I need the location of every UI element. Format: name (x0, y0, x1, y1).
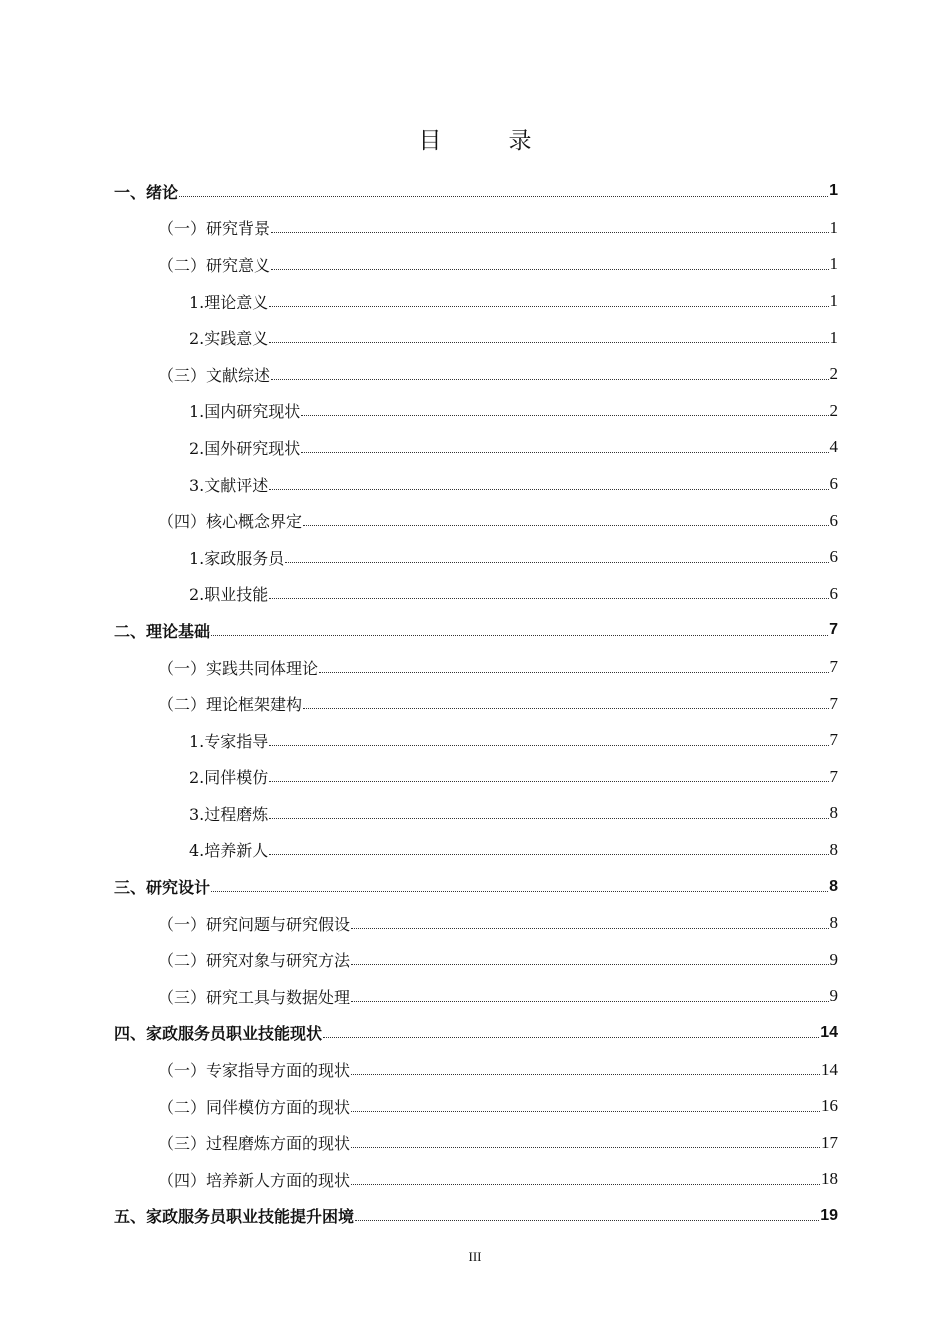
toc-entry[interactable] (114, 1161, 838, 1198)
toc-entry-page: 7 (829, 657, 838, 677)
toc-entry-label: 一、绪论 (114, 182, 179, 202)
toc-entry-label: 4.培养新人 (189, 841, 269, 861)
toc-entry[interactable] (114, 1051, 838, 1088)
toc-entry[interactable] (114, 649, 838, 686)
toc-entry[interactable] (114, 612, 838, 649)
dot-leader (269, 854, 828, 855)
dot-leader (351, 1111, 820, 1112)
dot-leader (301, 415, 828, 416)
toc-entry-label: 3.过程磨炼 (189, 804, 269, 824)
toc-entry[interactable] (114, 1124, 838, 1161)
dot-leader (271, 232, 828, 233)
dot-leader (351, 1001, 828, 1002)
toc-entry[interactable] (114, 356, 838, 393)
toc-entry-page: 8 (829, 877, 838, 895)
dot-leader (269, 306, 828, 307)
dot-leader (351, 964, 828, 965)
toc-entry-page: 1 (829, 327, 838, 347)
dot-leader (271, 269, 828, 270)
toc-entry[interactable] (114, 1015, 838, 1052)
toc-entry[interactable] (114, 722, 838, 759)
toc-entry-label: 1.家政服务员 (189, 548, 285, 568)
toc-entry-page: 1 (829, 291, 838, 311)
toc-entry-page: 7 (829, 693, 838, 713)
toc-entry-label: 1.国内研究现状 (189, 402, 301, 422)
toc-entry-label: 2.同伴模仿 (189, 768, 269, 788)
dot-leader (351, 1074, 820, 1075)
toc-entry-label: （一）研究问题与研究假设 (158, 914, 351, 934)
dot-leader (211, 635, 828, 636)
toc-entry-page: 2 (829, 400, 838, 420)
dot-leader (269, 781, 828, 782)
toc-entry[interactable] (114, 210, 838, 247)
toc-entry-label: 二、理论基础 (114, 621, 211, 641)
toc-entry-label: （二）理论框架建构 (158, 695, 303, 715)
dot-leader (351, 1147, 820, 1148)
toc-entry[interactable] (114, 759, 838, 796)
toc-entry-label: 2.职业技能 (189, 585, 269, 605)
toc-entry-label: （三）过程磨炼方面的现状 (158, 1134, 351, 1154)
toc-entry[interactable] (114, 429, 838, 466)
toc-entry-label: （一）专家指导方面的现状 (158, 1061, 351, 1081)
dot-leader (301, 452, 828, 453)
toc-entry-label: （二）同伴模仿方面的现状 (158, 1097, 351, 1117)
toc-entry-page: 8 (829, 839, 838, 859)
dot-leader (269, 489, 828, 490)
toc-entry-label: 四、家政服务员职业技能现状 (114, 1024, 323, 1044)
dot-leader (285, 562, 828, 563)
toc-entry-label: 2.实践意义 (189, 329, 269, 349)
toc-entry-page: 6 (829, 474, 838, 494)
dot-leader (179, 196, 828, 197)
toc-entry[interactable] (114, 1198, 838, 1235)
toc-entry[interactable] (114, 393, 838, 430)
toc-entry[interactable] (114, 173, 838, 210)
toc-entry-label: （三）研究工具与数据处理 (158, 987, 351, 1007)
dot-leader (269, 745, 828, 746)
toc-entry[interactable] (114, 502, 838, 539)
toc-entry[interactable] (114, 868, 838, 905)
toc-entry-label: 2.国外研究现状 (189, 438, 301, 458)
toc-entry-page: 14 (820, 1023, 838, 1041)
toc-entry[interactable] (114, 576, 838, 613)
dot-leader (303, 525, 828, 526)
toc-entry-page: 8 (829, 913, 838, 933)
toc-entry[interactable] (114, 246, 838, 283)
toc-entry[interactable] (114, 1088, 838, 1125)
toc-entry-page: 2 (829, 364, 838, 384)
toc-entry[interactable] (114, 832, 838, 869)
toc-entry-label: （三）文献综述 (158, 365, 271, 385)
toc-entry-label: （一）实践共同体理论 (158, 658, 319, 678)
toc-entry-page: 6 (829, 547, 838, 567)
toc-entry-label: （四）核心概念界定 (158, 512, 303, 532)
toc-entry-label: 三、研究设计 (114, 878, 211, 898)
dot-leader (355, 1220, 819, 1221)
dot-leader (351, 928, 828, 929)
toc-entry-label: 1.专家指导 (189, 731, 269, 751)
table-of-contents (114, 173, 838, 1234)
toc-entry[interactable] (114, 795, 838, 832)
toc-entry[interactable] (114, 941, 838, 978)
toc-entry[interactable] (114, 539, 838, 576)
dot-leader (303, 708, 828, 709)
toc-entry-page: 14 (821, 1059, 838, 1079)
toc-entry-page: 6 (829, 510, 838, 530)
toc-entry-page: 8 (829, 803, 838, 823)
toc-entry-label: （二）研究对象与研究方法 (158, 951, 351, 971)
toc-entry-label: 五、家政服务员职业技能提升困境 (114, 1207, 355, 1227)
toc-entry-label: （二）研究意义 (158, 255, 271, 275)
toc-entry[interactable] (114, 319, 838, 356)
toc-entry-page: 7 (829, 766, 838, 786)
toc-entry[interactable] (114, 466, 838, 503)
toc-entry-page: 4 (829, 437, 838, 457)
dot-leader (211, 891, 828, 892)
dot-leader (269, 342, 828, 343)
toc-entry-page: 18 (821, 1169, 838, 1189)
toc-entry-label: （四）培养新人方面的现状 (158, 1170, 351, 1190)
toc-entry-page: 7 (829, 621, 838, 639)
page-title: 目 录 (418, 128, 554, 154)
toc-entry-page: 7 (829, 730, 838, 750)
toc-entry-page: 1 (829, 182, 838, 200)
toc-entry-label: 1.理论意义 (189, 292, 269, 312)
toc-entry-page: 16 (821, 1096, 838, 1116)
toc-entry-page: 6 (829, 583, 838, 603)
toc-entry-page: 1 (829, 217, 838, 237)
page-number: III (468, 1249, 482, 1264)
toc-entry-label: （一）研究背景 (158, 219, 271, 239)
toc-entry-page: 19 (820, 1206, 838, 1224)
dot-leader (271, 379, 828, 380)
toc-entry-page: 9 (829, 986, 838, 1006)
toc-entry[interactable] (114, 978, 838, 1015)
toc-entry-page: 17 (821, 1132, 838, 1152)
dot-leader (351, 1184, 820, 1185)
toc-entry-page: 1 (829, 254, 838, 274)
dot-leader (269, 818, 828, 819)
toc-entry-page: 9 (829, 949, 838, 969)
toc-entry[interactable] (114, 905, 838, 942)
dot-leader (323, 1037, 819, 1038)
toc-entry-label: 3.文献评述 (189, 475, 269, 495)
dot-leader (319, 672, 828, 673)
dot-leader (269, 598, 828, 599)
toc-entry[interactable] (114, 685, 838, 722)
toc-entry[interactable] (114, 283, 838, 320)
